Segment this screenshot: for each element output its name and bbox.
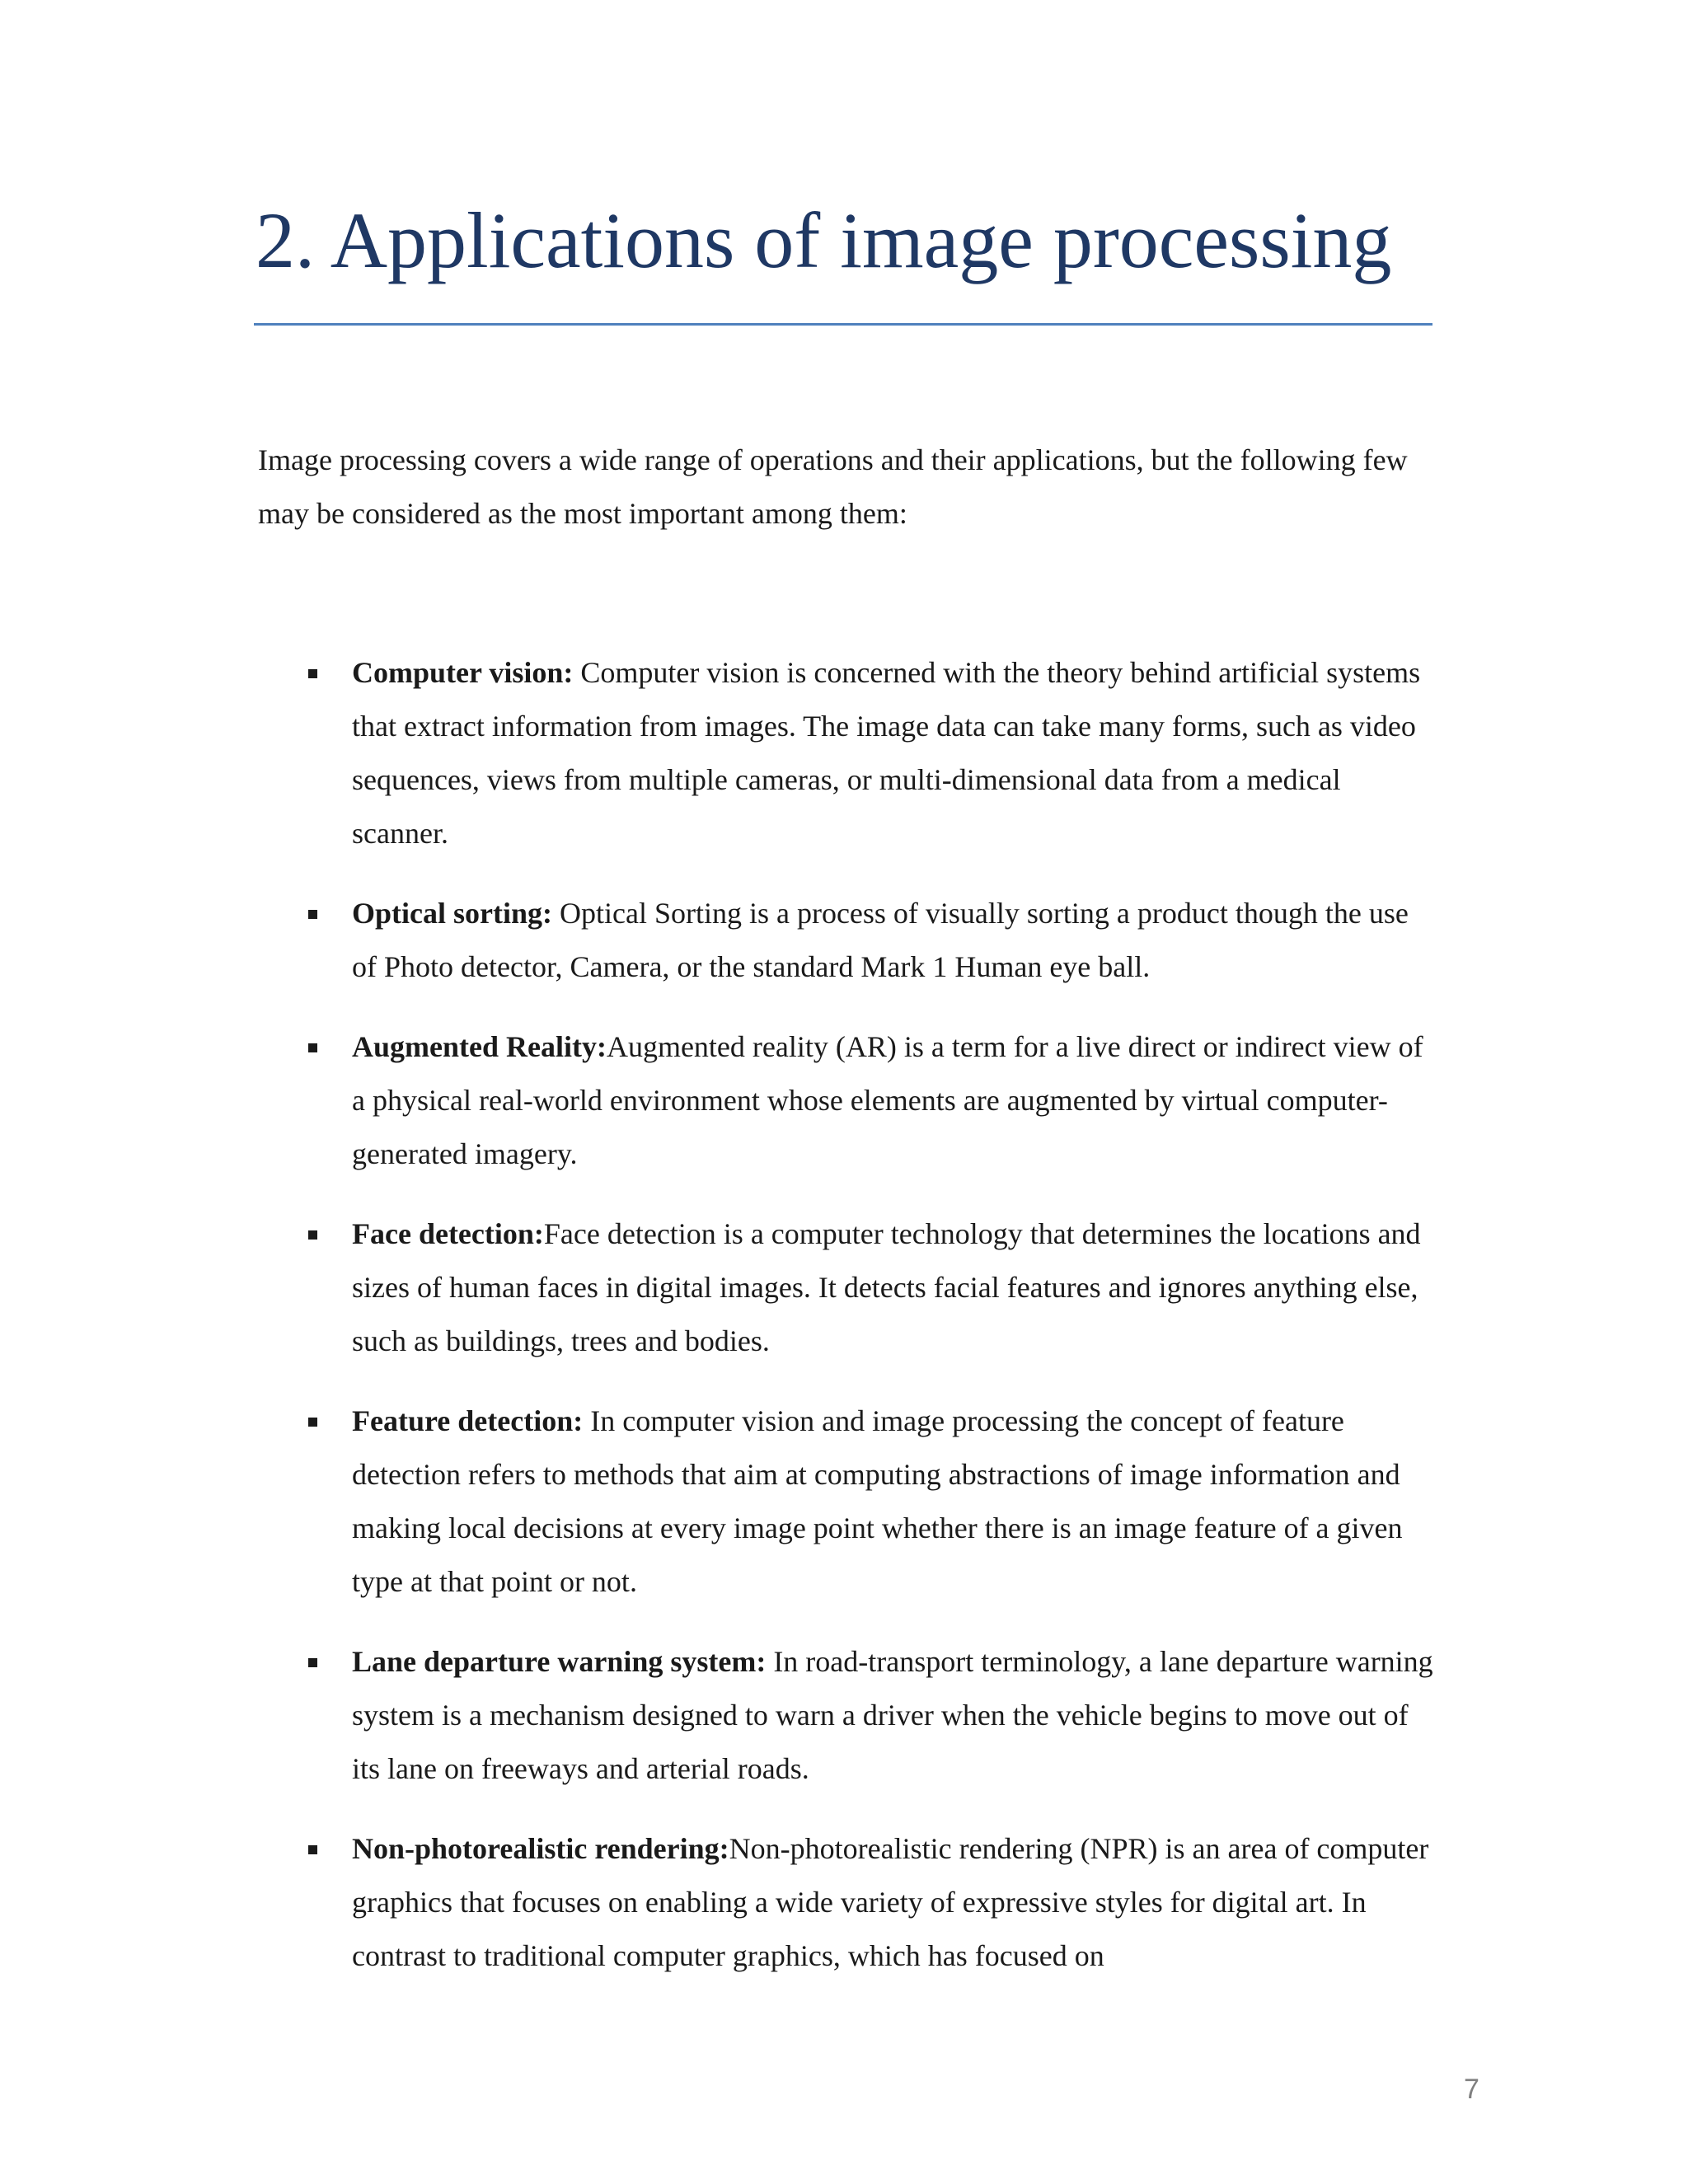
intro-paragraph: Image processing covers a wide range of operations and their applications, but the following few may be considered as the most important among them: (258, 443, 1408, 530)
list-item-description: In computer vision and image processing the concept of feature detection refers to methods that aim at computing abstractions of image information and making local decisions at every image point whether there is an image feature of a given type at that point or not. (352, 1404, 1403, 1598)
square-bullet-icon (308, 1043, 317, 1052)
list-item-description: Optical Sorting is a process of visually sorting a product though the use of Photo detector, Camera, or the standard Mark 1 Human eye ball. (352, 897, 1409, 983)
list-item-term: Optical sorting: (352, 897, 552, 930)
list-item-text (352, 1822, 1440, 1983)
list-item-text (352, 1394, 1440, 1609)
list-item-term: Non-photorealistic rendering: (352, 1832, 729, 1865)
list-item-description: Face detection is a computer technology that determines the locations and sizes of human faces in digital images. It detects facial features and ignores anything else, such as buildings, trees and bodies. (352, 1217, 1421, 1357)
square-bullet-icon (308, 1230, 317, 1240)
list-item-term: Computer vision: (352, 656, 574, 689)
list-item-description: Non-photorealistic rendering (NPR) is an area of computer graphics that focuses on enabling a wide variety of expressive styles for digital art. In contrast to traditional computer graphics, which has focused on (352, 1832, 1429, 1972)
page-number: 7 (1464, 2074, 1479, 2105)
list-item-term: Lane departure warning system: (352, 1645, 767, 1678)
list-item-term: Face detection: (352, 1217, 544, 1250)
list-item-description: In road-transport terminology, a lane departure warning system is a mechanism designed to warn a driver when the vehicle begins to move out of its lane on freeways and arterial roads. (352, 1645, 1433, 1785)
applications-list (0, 646, 1688, 2009)
list-item-term: Augmented Reality: (352, 1030, 607, 1063)
list-item-augmented-reality (0, 1020, 1688, 1181)
square-bullet-icon (308, 1418, 317, 1427)
square-bullet-icon (308, 1658, 317, 1667)
list-item-term: Feature detection: (352, 1404, 584, 1437)
list-item-description: Augmented reality (AR) is a term for a live direct or indirect view of a physical real-world environment whose elements are augmented by virtual computer-generated imagery. (352, 1030, 1423, 1170)
list-item-text (352, 887, 1440, 994)
list-item-text (352, 1207, 1440, 1368)
heading-divider (254, 323, 1432, 326)
list-item-optical-sorting (0, 887, 1688, 994)
square-bullet-icon (308, 910, 317, 919)
square-bullet-icon (308, 669, 317, 678)
list-item-description: Computer vision is concerned with the theory behind artificial systems that extract information from images. The image data can take many forms, such as video sequences, views from multiple cameras, or multi-dimensional data from a medical scanner. (352, 656, 1421, 850)
list-item-text (352, 1635, 1440, 1796)
list-item-lane-departure (0, 1635, 1688, 1796)
list-item-npr (0, 1822, 1688, 1983)
square-bullet-icon (308, 1845, 317, 1854)
list-item-text (352, 1020, 1440, 1181)
section-heading: 2. Applications of image processing (256, 196, 1392, 284)
list-item-text (352, 646, 1440, 860)
list-item-face-detection (0, 1207, 1688, 1368)
list-item-feature-detection (0, 1394, 1688, 1609)
list-item-computer-vision (0, 646, 1688, 860)
